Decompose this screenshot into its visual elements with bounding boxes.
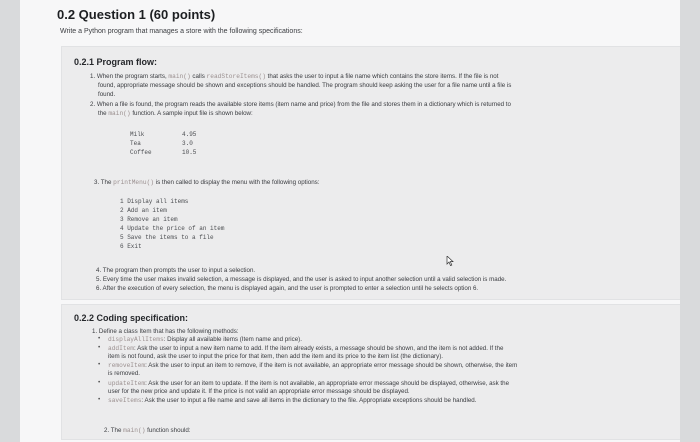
bullet-icon: • xyxy=(98,344,101,351)
coding-spec-panel xyxy=(61,304,680,440)
menu-option: 5 Save the items to a file xyxy=(120,234,214,241)
method-removeitem xyxy=(108,362,678,371)
sample-item-price: 4.95 xyxy=(182,131,197,138)
spec-item-2 xyxy=(104,427,191,436)
method-desc: : Ask the user to input a file name and save all items in the dictionary to the file. Appropriate exceptions should be handled. xyxy=(141,397,477,404)
sample-item-name: Milk xyxy=(130,131,145,138)
sample-item-name: Coffee xyxy=(130,149,152,156)
bullet-icon: • xyxy=(98,396,101,403)
method-removeitem-line2: is removed. xyxy=(108,370,140,377)
flow-item-5: 5. Every time the user makes invalid selection, a message is displayed, and the user is asked to input another selection until a valid selection is made. xyxy=(96,276,507,283)
sample-file-listing xyxy=(130,130,196,157)
code-main: main() xyxy=(123,427,146,434)
page-title: 0.2 Question 1 (60 points) xyxy=(57,7,216,22)
method-additem-line2: item is not found, ask the user to input the price for that item, then add the item and its price to the item list (the dictionary). xyxy=(108,353,443,360)
method-code: removeItem xyxy=(108,362,146,369)
code-main: main() xyxy=(168,73,191,80)
bullet-icon: • xyxy=(98,379,101,386)
code-readstoreitems: readStoreItems() xyxy=(206,73,266,80)
method-desc: : Ask the user to input an item to remove, if the item is not available, an appropriate error message should be shown, otherwise, the item xyxy=(145,362,518,369)
text-span: is then called to display the menu with the following options: xyxy=(154,179,320,186)
sample-item-name: Tea xyxy=(130,140,141,147)
text-span: that asks the user to input a file name which contains the store items. If the file is not xyxy=(265,73,499,80)
text-span: function should: xyxy=(145,427,191,434)
text-span: function. A sample input file is shown below: xyxy=(130,110,253,117)
sample-row xyxy=(130,130,196,139)
text-span: the xyxy=(98,110,109,117)
flow-item-2-line2 xyxy=(98,110,253,119)
menu-option: 2 Add an item xyxy=(120,207,167,214)
menu-option: 1 Display all items xyxy=(120,198,189,205)
sample-row xyxy=(130,139,196,148)
method-desc: : Ask the user to input a new item name to add. If the item already exists, a message should be shown, and the item is not added. If the xyxy=(134,345,504,352)
method-desc: : Display all available items (Item name and price). xyxy=(163,336,302,343)
sample-item-price: 3.0 xyxy=(182,140,193,147)
program-flow-panel xyxy=(61,46,680,300)
method-desc: : Ask the user for an item to update. If the item is not available, an appropriate error message should be displayed, otherwise, ask the xyxy=(145,380,510,387)
text-span: 3. The xyxy=(94,179,114,186)
text-span: calls xyxy=(190,73,207,80)
flow-item-4: 4. The program then prompts the user to input a selection. xyxy=(96,267,256,274)
method-code: saveItems xyxy=(108,397,142,404)
sample-item-price: 10.5 xyxy=(182,149,197,156)
flow-item-6: 6. After the execution of every selection, the menu is displayed again, and the user is prompted to enter a selection until he selects option 6. xyxy=(96,285,479,292)
text-span: 2. The xyxy=(104,427,124,434)
intro-text: Write a Python program that manages a store with the following specifications: xyxy=(60,28,303,35)
code-printmenu: printMenu() xyxy=(113,179,155,186)
method-code: addItem xyxy=(108,345,134,352)
flow-item-1-line3: found. xyxy=(98,91,116,98)
flow-item-3 xyxy=(94,179,319,188)
coding-spec-heading: 0.2.2 Coding specification: xyxy=(74,313,189,323)
flow-item-1-line2: found, appropriate message should be shown and exceptions should be handled. The program should keep asking the user for a file name until a file is xyxy=(98,82,512,89)
menu-option: 6 Exit xyxy=(120,243,142,250)
method-updateitem-line2: user for the new price and update it. If the price is not valid an appropriate error message should be displayed. xyxy=(108,388,410,395)
flow-item-2: 2. When a file is found, the program reads the available store items (item name and price) from the file and stores them in a dictionary which is returned to xyxy=(90,101,511,108)
method-code: updateItem xyxy=(108,380,146,387)
method-saveitems xyxy=(108,397,678,406)
method-displayallitems xyxy=(108,336,678,345)
sample-row xyxy=(130,148,196,157)
method-code: displayAllItems xyxy=(108,336,164,343)
mouse-cursor-icon xyxy=(446,256,454,266)
spec-item-1: 1. Define a class Item that has the following methods: xyxy=(92,328,239,335)
text-span: 1. When the program starts, xyxy=(90,73,169,80)
document-page xyxy=(20,0,680,442)
program-flow-heading: 0.2.1 Program flow: xyxy=(74,57,158,67)
bullet-icon: • xyxy=(98,335,101,342)
menu-options-listing xyxy=(120,197,224,251)
code-main: main() xyxy=(108,110,131,117)
menu-option: 4 Update the price of an item xyxy=(120,225,225,232)
flow-item-1 xyxy=(90,73,680,82)
bullet-icon: • xyxy=(98,361,101,368)
menu-option: 3 Remove an item xyxy=(120,216,178,223)
